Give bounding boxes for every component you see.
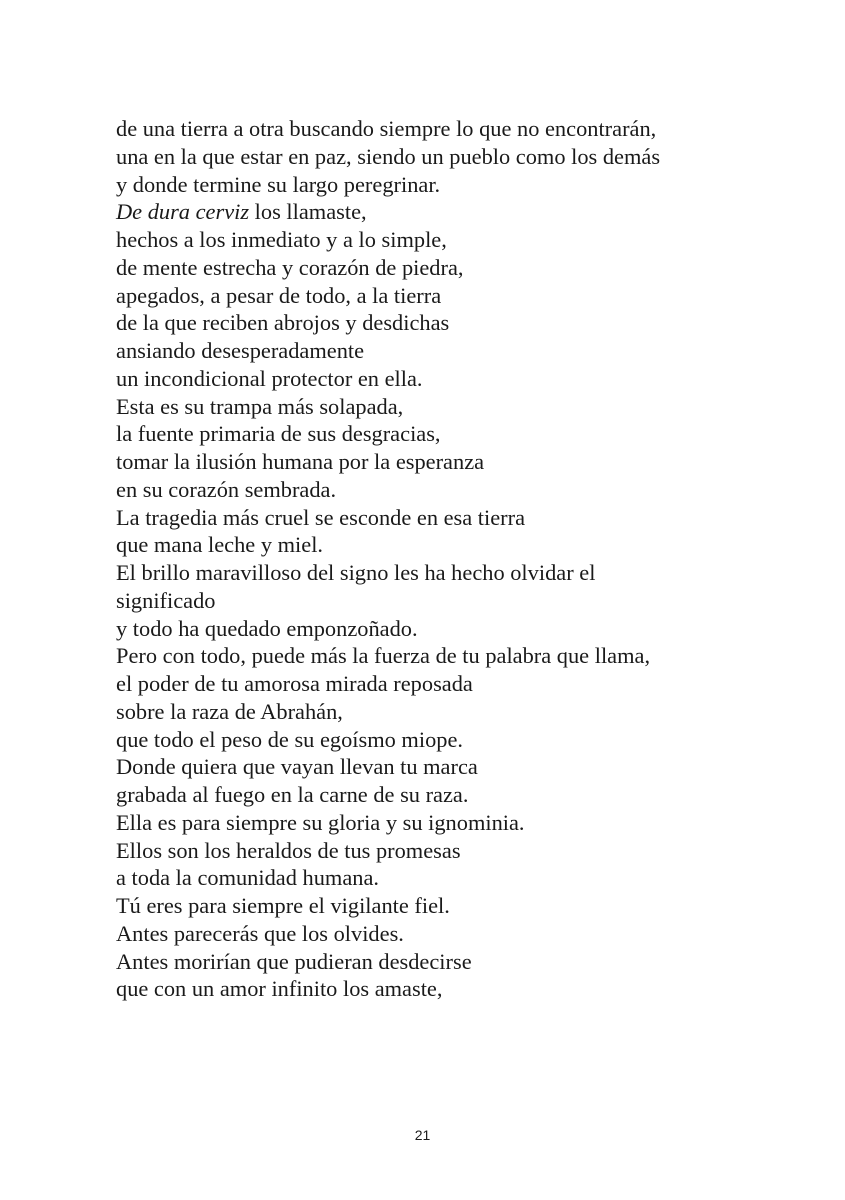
poem-line: ansiando desesperadamente xyxy=(116,338,365,363)
poem-line: Esta es su trampa más solapada, xyxy=(116,393,404,419)
poem-line: La tragedia más cruel se esconde en esa tierra xyxy=(116,504,526,530)
poem-line: el poder de tu amorosa mirada reposada xyxy=(116,671,473,696)
poem-line: Ellos son los heraldos de tus promesas xyxy=(116,837,461,863)
poem-line: de una tierra a otra buscando siempre lo que no encontrarán, xyxy=(116,116,657,141)
poem-line-italic-phrase: De dura cerviz xyxy=(116,199,250,225)
poem-line: Ella es para siempre su gloria y su ignominia. xyxy=(116,809,525,835)
poem-body xyxy=(116,115,756,1003)
poem-line: y donde termine su largo peregrinar. xyxy=(116,171,441,197)
poem-line: grabada al fuego en la carne de su raza. xyxy=(116,782,469,807)
poem-line xyxy=(116,198,756,226)
poem-line: Antes morirían que pudieran desdecirse xyxy=(116,948,472,974)
poem-line: Antes parecerás que los olvides. xyxy=(116,920,404,946)
poem-line: que todo el peso de su egoísmo miope. xyxy=(116,726,464,752)
poem-line: hechos a los inmediato y a lo simple, xyxy=(116,227,447,252)
poem-line: Pero con todo, puede más la fuerza de tu palabra que llama, xyxy=(116,643,651,669)
poem-line: de mente estrecha y corazón de piedra, xyxy=(116,254,464,280)
poem-line: El brillo maravilloso del signo les ha hecho olvidar el xyxy=(116,560,596,585)
poem-line: significado xyxy=(116,587,216,613)
poem-line: Donde quiera que vayan llevan tu marca xyxy=(116,754,478,780)
poem-line: la fuente primaria de sus desgracias, xyxy=(116,421,441,447)
poem-line: apegados, a pesar de todo, a la tierra xyxy=(116,282,442,308)
poem-line: que mana leche y miel. xyxy=(116,532,324,558)
poem-line: de la que reciben abrojos y desdichas xyxy=(116,310,450,336)
poem-line: en su corazón sembrada. xyxy=(116,476,337,502)
poem-line: que con un amor infinito los amaste, xyxy=(116,976,443,1002)
poem-line: una en la que estar en paz, siendo un pueblo como los demás xyxy=(116,143,661,169)
poem-line: y todo ha quedado emponzoñado. xyxy=(116,615,418,641)
poem-line-text: los llamaste, xyxy=(249,199,367,225)
poem-line: un incondicional protector en ella. xyxy=(116,365,423,391)
poem-line: a toda la comunidad humana. xyxy=(116,865,380,891)
poem-line: sobre la raza de Abrahán, xyxy=(116,698,343,724)
page-number: 21 xyxy=(414,1127,431,1143)
poem-line: tomar la ilusión humana por la esperanza xyxy=(116,449,485,474)
poem-line: Tú eres para siempre el vigilante fiel. xyxy=(116,893,450,918)
